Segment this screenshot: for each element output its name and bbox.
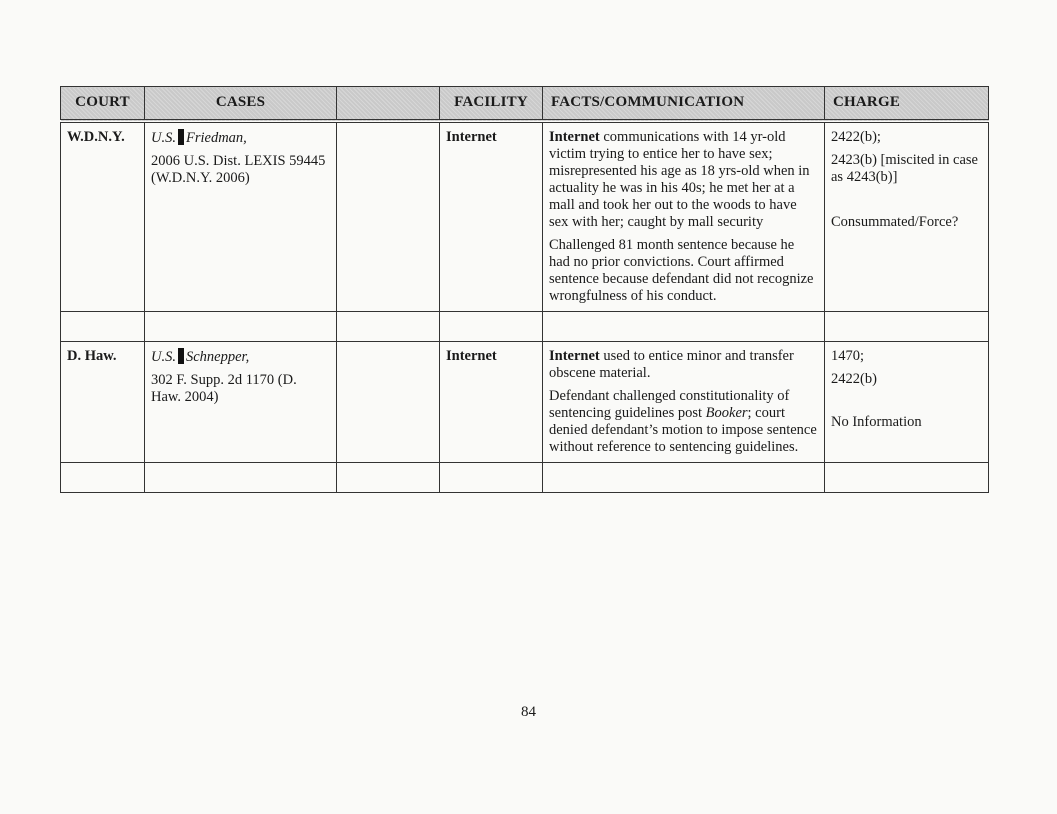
spacer-row [61,311,989,341]
spacer-row [61,462,989,492]
facts-text: communications with 14 yr-old victim trying to entice her to have sex; misrepresented his age as 18 yrs-old when in actuality he was in his 40s; he met her at a mall and took her out to the woods to have sex with her; caught by mall security [549,128,810,230]
facts-lead: Internet [549,347,600,364]
court-cell: W.D.N.Y. [61,121,145,312]
facts-cell [543,121,825,312]
header-row [61,87,989,121]
header-facility: FACILITY [440,87,543,121]
charge-line: Consummated/Force? [831,213,959,230]
case-name: Friedman, [185,129,247,146]
case-citation: 2006 U.S. Dist. LEXIS 59445 (W.D.N.Y. 2006) [151,152,326,186]
court-cell: D. Haw. [61,341,145,462]
facts-text-2: Challenged 81 month sentence because he had no prior convictions. Court affirmed sentence because defendant did not recognize wrongfulness of his conduct. [549,236,814,304]
header-blank [337,87,440,121]
facts-text-3: ; court denied defendant’s motion to impose sentence without reference to sentencing guidelines. [549,404,817,455]
redaction-mark [178,129,184,145]
case-prefix: U.S. [151,129,176,146]
charge-line: 1470; [831,347,865,364]
charge-line: 2422(b) [831,370,877,387]
facts-text-2: Defendant challenged constitutionality of sentencing guidelines post [549,387,790,421]
page-number: 84 [521,704,536,720]
facts-lead: Internet [549,128,600,145]
case-citation: 302 F. Supp. 2d 1170 (D. Haw. 2004) [151,371,297,405]
header-cases: CASES [145,87,337,121]
cases-cell [145,341,337,462]
charge-cell [825,121,989,312]
header-facts: FACTS/COMMUNICATION [543,87,825,121]
cases-cell [145,121,337,312]
table-row [61,341,989,462]
case-prefix: U.S. [151,348,176,365]
case-name: Schnepper, [185,348,250,365]
charge-line: No Information [831,413,922,430]
header-court: COURT [61,87,145,121]
case-table [60,86,989,493]
facts-case-ref: Booker [705,404,748,421]
facility-cell: Internet [440,121,543,312]
table-row [61,121,989,312]
charge-line: 2422(b); [831,128,881,145]
charge-cell [825,341,989,462]
charge-line: 2423(b) [miscited in case as 4243(b)] [831,151,978,185]
blank-cell [337,121,440,312]
blank-cell [337,341,440,462]
facts-cell [543,341,825,462]
redaction-mark [178,348,184,364]
header-charge: CHARGE [825,87,989,121]
facts-text: used to entice minor and transfer obscene material. [549,347,794,381]
facility-cell: Internet [440,341,543,462]
